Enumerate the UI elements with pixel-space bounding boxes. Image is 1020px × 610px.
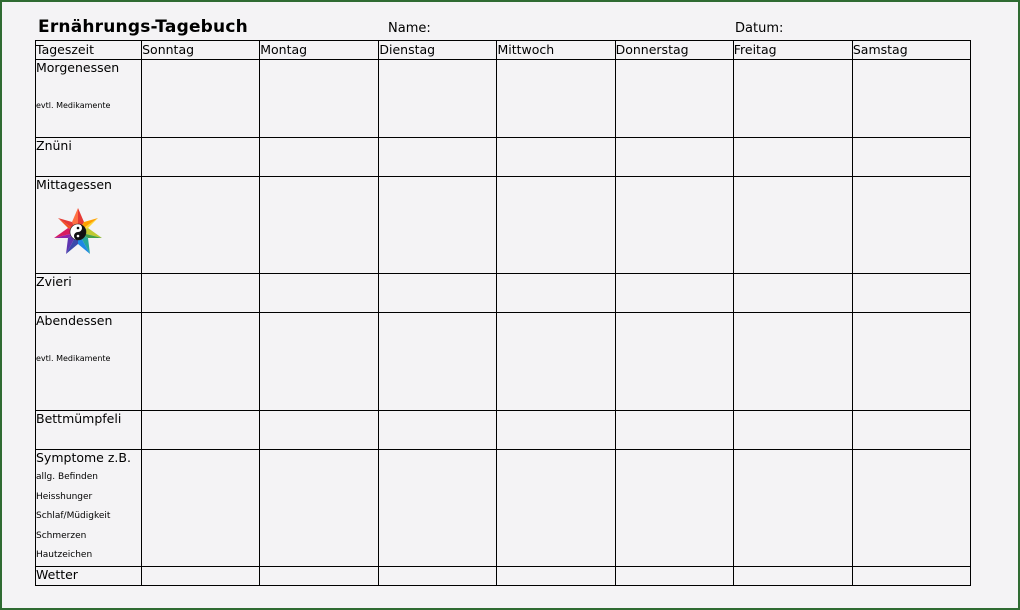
entry-cell[interactable] [852,566,970,585]
entry-cell[interactable] [852,450,970,567]
entry-cell[interactable] [497,450,615,567]
entry-cell[interactable] [260,566,379,585]
row-znueni [36,138,971,177]
entry-cell[interactable] [615,411,733,450]
entry-cell[interactable] [733,274,852,313]
yin-yang-flower-icon [50,207,106,257]
header-row [36,41,971,60]
row-label-text: Bettmümpfeli [36,411,122,426]
row-label-mittagessen [36,177,142,274]
entry-cell[interactable] [497,274,615,313]
date-label: Datum: [735,21,784,36]
row-wetter [36,566,971,585]
row-label-zvieri [36,274,142,313]
col-header-dienstag: Dienstag [379,41,497,60]
entry-cell[interactable] [497,138,615,177]
row-label-symptome [36,450,142,567]
entry-cell[interactable] [852,138,970,177]
entry-cell[interactable] [260,177,379,274]
entry-cell[interactable] [852,177,970,274]
entry-cell[interactable] [733,450,852,567]
entry-cell[interactable] [615,566,733,585]
entry-cell[interactable] [733,177,852,274]
entry-cell[interactable] [379,60,497,138]
entry-cell[interactable] [142,138,260,177]
entry-cell[interactable] [260,60,379,138]
row-symptome [36,450,971,567]
entry-cell[interactable] [142,313,260,411]
row-label-wetter [36,566,142,585]
entry-cell[interactable] [142,450,260,567]
symptom-item: Schmerzen [36,530,87,541]
row-zvieri [36,274,971,313]
entry-cell[interactable] [142,60,260,138]
entry-cell[interactable] [497,313,615,411]
entry-cell[interactable] [615,138,733,177]
entry-cell[interactable] [852,60,970,138]
entry-cell[interactable] [142,177,260,274]
entry-cell[interactable] [379,450,497,567]
row-label-text: Morgenessen [36,60,120,75]
row-label-znueni [36,138,142,177]
entry-cell[interactable] [497,60,615,138]
entry-cell[interactable] [733,60,852,138]
medication-note: evtl. Medikamente [36,101,111,110]
row-label-text: Zvieri [36,274,72,289]
entry-cell[interactable] [260,411,379,450]
page-title: Ernährungs-Tagebuch [38,17,248,37]
entry-cell[interactable] [852,313,970,411]
col-header-mittwoch: Mittwoch [497,41,615,60]
col-header-montag: Montag [260,41,379,60]
col-header-samstag: Samstag [852,41,970,60]
row-label-morgenessen [36,60,142,138]
row-label-text: Znüni [36,138,72,153]
col-header-freitag: Freitag [733,41,852,60]
entry-cell[interactable] [379,274,497,313]
entry-cell[interactable] [733,138,852,177]
entry-cell[interactable] [497,177,615,274]
row-bettmuempfeli [36,411,971,450]
entry-cell[interactable] [733,411,852,450]
entry-cell[interactable] [142,411,260,450]
symptom-item: Hautzeichen [36,550,93,560]
row-label-text: Wetter [36,566,78,582]
row-morgenessen [36,60,971,138]
entry-cell[interactable] [260,138,379,177]
entry-cell[interactable] [379,177,497,274]
row-label-abendessen [36,313,142,411]
symptom-item: Heisshunger [36,491,93,502]
entry-cell[interactable] [615,450,733,567]
entry-cell[interactable] [260,313,379,411]
row-label-text: Symptome z.B. [36,450,131,465]
row-label-text: Mittagessen [36,177,112,192]
entry-cell[interactable] [497,566,615,585]
row-abendessen [36,313,971,411]
entry-cell[interactable] [379,411,497,450]
entry-cell[interactable] [142,274,260,313]
col-header-tageszeit: Tageszeit [36,41,142,60]
entry-cell[interactable] [615,60,733,138]
entry-cell[interactable] [260,450,379,567]
entry-cell[interactable] [615,313,733,411]
entry-cell[interactable] [733,566,852,585]
entry-cell[interactable] [497,411,615,450]
entry-cell[interactable] [379,566,497,585]
name-label: Name: [388,21,431,36]
row-mittagessen [36,177,971,274]
entry-cell[interactable] [615,177,733,274]
row-label-bettmuempfeli [36,411,142,450]
diary-table [35,40,971,586]
entry-cell[interactable] [260,274,379,313]
entry-cell[interactable] [852,411,970,450]
col-header-donnerstag: Donnerstag [615,41,733,60]
entry-cell[interactable] [615,274,733,313]
row-label-text: Abendessen [36,313,113,328]
symptom-item: Schlaf/Müdigkeit [36,511,111,521]
col-header-sonntag: Sonntag [142,41,260,60]
medication-note: evtl. Medikamente [36,354,111,363]
entry-cell[interactable] [379,138,497,177]
entry-cell[interactable] [733,313,852,411]
entry-cell[interactable] [852,274,970,313]
entry-cell[interactable] [142,566,260,585]
symptom-item: allg. Befinden [36,472,98,482]
entry-cell[interactable] [379,313,497,411]
